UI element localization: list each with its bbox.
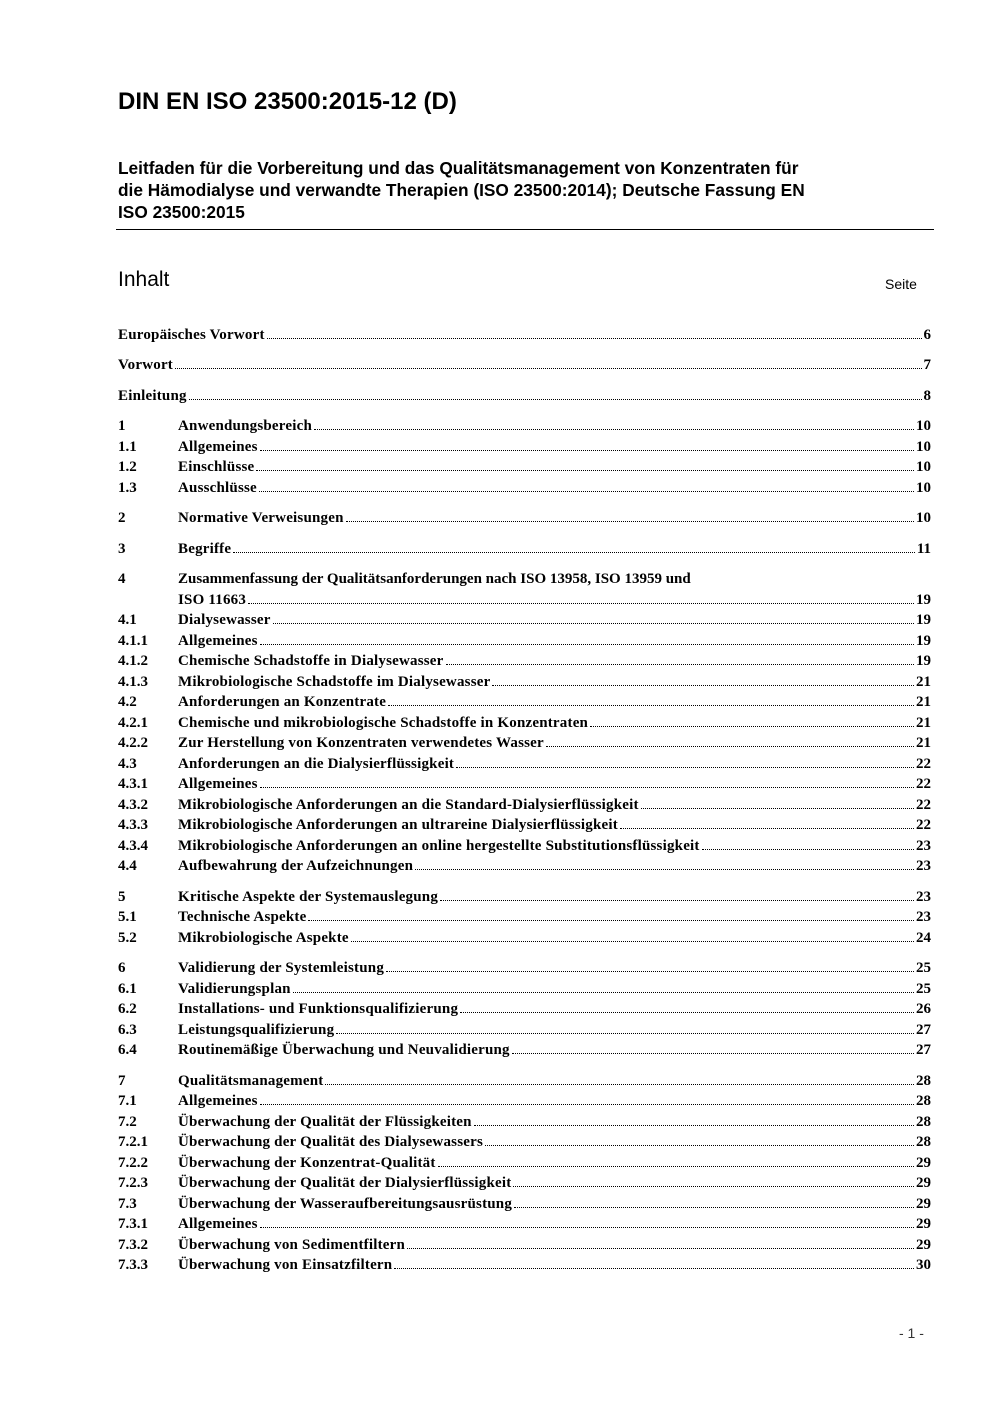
toc-entry-title: Zur Herstellung von Konzentraten verwendetes Wasser xyxy=(178,735,544,751)
dot-leader xyxy=(641,808,914,809)
toc-entry-page: 10 xyxy=(916,480,931,496)
toc-entry-page: 26 xyxy=(916,1001,931,1017)
toc-entry[interactable] xyxy=(118,856,931,876)
toc-entry-number: 6.3 xyxy=(118,1022,137,1038)
dot-leader xyxy=(175,368,922,369)
toc-entry-page: 10 xyxy=(916,510,931,526)
toc-entry-page: 28 xyxy=(916,1093,931,1109)
toc-entry-page: 23 xyxy=(916,909,931,925)
toc-entry-number: 1.3 xyxy=(118,480,137,496)
toc-entry[interactable] xyxy=(118,508,931,528)
toc-entry[interactable] xyxy=(118,457,931,477)
toc-entry-number: 5.1 xyxy=(118,909,137,925)
toc-entry[interactable] xyxy=(118,907,931,927)
toc-entry-page: 22 xyxy=(916,776,931,792)
toc-entry-title: Chemische und mikrobiologische Schadstoffe in Konzentraten xyxy=(178,715,589,731)
toc-entry-title: Validierungsplan xyxy=(178,981,291,997)
toc-entry[interactable] xyxy=(118,774,931,794)
dot-leader xyxy=(189,399,922,400)
dot-leader xyxy=(256,470,914,471)
toc-entry-page: 10 xyxy=(916,439,931,455)
toc-entry-number: 6 xyxy=(118,960,126,976)
toc-entry-number: 4.3 xyxy=(118,756,137,772)
toc-entry-number: 7.1 xyxy=(118,1093,137,1109)
toc-entry[interactable] xyxy=(118,386,931,406)
dot-leader xyxy=(388,705,914,706)
toc-entry-title: Allgemeines xyxy=(178,1093,258,1109)
toc-entry-title: Allgemeines xyxy=(178,439,258,455)
dot-leader xyxy=(308,920,914,921)
toc-entry-number: 4.2 xyxy=(118,694,137,710)
dot-leader xyxy=(267,338,922,339)
toc-entry[interactable] xyxy=(118,887,931,907)
dot-leader xyxy=(260,787,914,788)
toc-entry-page: 21 xyxy=(916,694,931,710)
document-subtitle xyxy=(118,157,938,223)
toc-entry[interactable] xyxy=(118,979,931,999)
toc-entry[interactable] xyxy=(118,631,931,651)
toc-entry-number: 7.2 xyxy=(118,1114,137,1130)
toc-entry[interactable] xyxy=(118,713,931,733)
toc-entry-page: 30 xyxy=(916,1257,931,1273)
toc-entry[interactable] xyxy=(118,569,931,610)
toc-entry-title: Mikrobiologische Anforderungen an ultrareine Dialysierflüssigkeit xyxy=(178,817,618,833)
subtitle-line: ISO 23500:2015 xyxy=(118,202,245,222)
toc-entry-page: 27 xyxy=(916,1022,931,1038)
toc-entry[interactable] xyxy=(118,1153,931,1173)
dot-leader xyxy=(293,992,914,993)
dot-leader xyxy=(512,1053,914,1054)
toc-entry-title: Mikrobiologische Anforderungen an die Standard-Dialysierflüssigkeit xyxy=(178,797,639,813)
toc-entry-number: 1.2 xyxy=(118,459,137,475)
toc-entry-number: 1 xyxy=(118,418,126,434)
toc-entry[interactable] xyxy=(118,928,931,948)
toc-entry-title: Überwachung von Sedimentfiltern xyxy=(178,1237,406,1253)
toc-entry-title: Normative Verweisungen xyxy=(178,510,344,526)
toc-entry-number: 3 xyxy=(118,541,126,557)
toc-entry-title: Kritische Aspekte der Systemauslegung xyxy=(178,889,439,905)
dot-leader xyxy=(248,603,914,604)
toc-entry-number: 5 xyxy=(118,889,126,905)
toc-entry-title: Chemische Schadstoffe in Dialysewasser xyxy=(178,653,444,669)
toc-entry-number: 7.2.3 xyxy=(118,1175,148,1191)
toc-entry[interactable] xyxy=(118,815,931,835)
dot-leader xyxy=(325,1084,914,1085)
toc-entry-title: Validierung der Systemleistung xyxy=(178,960,385,976)
toc-entry-number: 4 xyxy=(118,571,126,587)
dot-leader xyxy=(438,1166,914,1167)
toc-entry[interactable] xyxy=(118,999,931,1019)
dot-leader xyxy=(260,450,914,451)
toc-entry-title: Mikrobiologische Anforderungen an online hergestellte Substitutionsflüssigkeit xyxy=(178,838,700,854)
toc-entry-number: 7 xyxy=(118,1073,126,1089)
toc-entry-title: Überwachung der Qualität der Dialysierflüssigkeit xyxy=(178,1175,512,1191)
toc-entry[interactable] xyxy=(118,672,931,692)
toc-entry-title: Mikrobiologische Schadstoffe im Dialysewasser xyxy=(178,674,491,690)
toc-entry-number: 4.2.2 xyxy=(118,735,148,751)
toc-entry-page: 22 xyxy=(916,756,931,772)
toc-entry-page: 23 xyxy=(916,858,931,874)
toc-entry-title-line: Zusammenfassung der Qualitätsanforderungen nach ISO 13958, ISO 13959 und xyxy=(178,571,691,587)
toc-entry[interactable] xyxy=(118,733,931,753)
toc-entry-number: 7.2.2 xyxy=(118,1155,148,1171)
toc-entry-title: Überwachung von Einsatzfiltern xyxy=(178,1257,393,1273)
toc-entry-number: 2 xyxy=(118,510,126,526)
toc-entry[interactable] xyxy=(118,1235,931,1255)
toc-entry-title: Einleitung xyxy=(118,388,187,404)
page-number-footer: - 1 - xyxy=(899,1325,924,1341)
dot-leader xyxy=(260,1104,914,1105)
dot-leader xyxy=(440,900,914,901)
toc-entry-title: Mikrobiologische Aspekte xyxy=(178,930,349,946)
toc-entry-page: 25 xyxy=(916,960,931,976)
toc-entry[interactable] xyxy=(118,1255,931,1275)
toc-entry[interactable] xyxy=(118,1020,931,1040)
toc-entry-title: Qualitätsmanagement xyxy=(178,1073,324,1089)
toc-entry[interactable] xyxy=(118,692,931,712)
toc-entry-title: Allgemeines xyxy=(178,776,258,792)
dot-leader xyxy=(620,828,914,829)
toc-entry-number: 6.4 xyxy=(118,1042,137,1058)
toc-entry-page: 21 xyxy=(916,735,931,751)
title-divider xyxy=(116,229,934,230)
dot-leader xyxy=(513,1186,914,1187)
toc-entry-title: Leistungsqualifizierung xyxy=(178,1022,335,1038)
toc-heading: Inhalt xyxy=(118,268,170,291)
toc-entry[interactable] xyxy=(118,1091,931,1111)
toc-entry-number: 4.1.1 xyxy=(118,633,148,649)
toc-entry[interactable] xyxy=(118,539,931,559)
toc-entry-number: 7.3.1 xyxy=(118,1216,148,1232)
dot-leader xyxy=(233,552,915,553)
toc-entry-page: 28 xyxy=(916,1134,931,1150)
toc-entry-page: 23 xyxy=(916,889,931,905)
dot-leader xyxy=(514,1207,914,1208)
toc-entry-number: 4.2.1 xyxy=(118,715,148,731)
toc-entry-number: 7.3 xyxy=(118,1196,137,1212)
toc-entry-number: 1.1 xyxy=(118,439,137,455)
toc-entry[interactable] xyxy=(118,795,931,815)
toc-entry-title: Europäisches Vorwort xyxy=(118,327,265,343)
toc-entry-title: Begriffe xyxy=(178,541,232,557)
toc-entry-page: 19 xyxy=(916,653,931,669)
toc-entry[interactable] xyxy=(118,416,931,436)
dot-leader xyxy=(394,1268,914,1269)
toc-entry[interactable] xyxy=(118,958,931,978)
toc-entry-number: 4.3.1 xyxy=(118,776,148,792)
toc-entry-page: 29 xyxy=(916,1175,931,1191)
toc-entry-number: 4.3.2 xyxy=(118,797,148,813)
toc-entry-number: 5.2 xyxy=(118,930,137,946)
toc-entry-page: 29 xyxy=(916,1237,931,1253)
dot-leader xyxy=(446,664,914,665)
toc-entry-page: 19 xyxy=(916,592,931,608)
dot-leader xyxy=(351,941,914,942)
toc-entry-page: 27 xyxy=(916,1042,931,1058)
toc-entry-number: 4.3.3 xyxy=(118,817,148,833)
toc-entry[interactable] xyxy=(118,836,931,856)
toc-entry-title: Überwachung der Qualität der Flüssigkeiten xyxy=(178,1114,472,1130)
toc-entry-page: 29 xyxy=(916,1155,931,1171)
dot-leader xyxy=(415,869,914,870)
toc-entry[interactable] xyxy=(118,1214,931,1234)
toc-entry-number: 4.1 xyxy=(118,612,137,628)
toc-entry-page: 7 xyxy=(923,357,931,373)
dot-leader xyxy=(702,849,914,850)
dot-leader xyxy=(485,1145,914,1146)
toc-entry-title: Überwachung der Konzentrat-Qualität xyxy=(178,1155,436,1171)
toc-entry[interactable] xyxy=(118,651,931,671)
toc-entry[interactable] xyxy=(118,1071,931,1091)
subtitle-line: die Hämodialyse und verwandte Therapien (ISO 23500:2014); Deutsche Fassung EN xyxy=(118,180,805,200)
toc-page-column-label: Seite xyxy=(885,276,917,292)
dot-leader xyxy=(456,767,914,768)
toc-entry-title: Anforderungen an Konzentrate xyxy=(178,694,387,710)
toc-entry[interactable] xyxy=(118,1040,931,1060)
toc-entry-title: Überwachung der Qualität des Dialysewassers xyxy=(178,1134,483,1150)
toc-entry-page: 29 xyxy=(916,1216,931,1232)
toc-entry-page: 24 xyxy=(916,930,931,946)
toc-entry-number: 7.3.2 xyxy=(118,1237,148,1253)
toc-entry-title: Dialysewasser xyxy=(178,612,271,628)
dot-leader xyxy=(314,429,914,430)
dot-leader xyxy=(407,1248,914,1249)
toc-entry-page: 29 xyxy=(916,1196,931,1212)
toc-entry-page: 19 xyxy=(916,633,931,649)
toc-entry[interactable] xyxy=(118,478,931,498)
dot-leader xyxy=(260,1227,914,1228)
toc-entry[interactable] xyxy=(118,355,931,375)
toc-entry[interactable] xyxy=(118,610,931,630)
toc-entry-page: 22 xyxy=(916,797,931,813)
toc-entry-title: Einschlüsse xyxy=(178,459,255,475)
toc-entry-title: Überwachung der Wasseraufbereitungsausrüstung xyxy=(178,1196,513,1212)
toc-entry-title: Allgemeines xyxy=(178,633,258,649)
toc-entry-page: 21 xyxy=(916,715,931,731)
toc-entry-number: 7.2.1 xyxy=(118,1134,148,1150)
dot-leader xyxy=(460,1012,914,1013)
toc-entry-number: 7.3.3 xyxy=(118,1257,148,1273)
toc-entry[interactable] xyxy=(118,437,931,457)
toc-entry-page: 25 xyxy=(916,981,931,997)
toc-entry-page: 22 xyxy=(916,817,931,833)
dot-leader xyxy=(259,491,914,492)
dot-leader xyxy=(546,746,914,747)
toc-entry-title: ISO 11663 xyxy=(178,592,247,608)
toc-entry-title: Routinemäßige Überwachung und Neuvalidierung xyxy=(178,1042,510,1058)
toc-entry[interactable] xyxy=(118,325,931,345)
toc-entry[interactable] xyxy=(118,1194,931,1214)
dot-leader xyxy=(336,1033,914,1034)
toc-entry[interactable] xyxy=(118,754,931,774)
toc-entry[interactable] xyxy=(118,1132,931,1152)
toc-entry-page: 10 xyxy=(916,459,931,475)
toc-entry-page: 21 xyxy=(916,674,931,690)
toc-entry-number: 6.2 xyxy=(118,1001,137,1017)
dot-leader xyxy=(492,685,914,686)
toc-entry-title: Installations- und Funktionsqualifizierung xyxy=(178,1001,459,1017)
toc-entry[interactable] xyxy=(118,1173,931,1193)
dot-leader xyxy=(346,521,914,522)
toc-entry[interactable] xyxy=(118,1112,931,1132)
toc-entry-page: 10 xyxy=(916,418,931,434)
toc-entry-page: 23 xyxy=(916,838,931,854)
toc-entry-number: 4.1.2 xyxy=(118,653,148,669)
toc-entry-page: 28 xyxy=(916,1073,931,1089)
toc-entry-page: 28 xyxy=(916,1114,931,1130)
toc-entry-title: Ausschlüsse xyxy=(178,480,257,496)
dot-leader xyxy=(386,971,914,972)
dot-leader xyxy=(273,623,914,624)
dot-leader xyxy=(260,644,914,645)
toc-entry-number: 6.1 xyxy=(118,981,137,997)
toc-entry-title: Aufbewahrung der Aufzeichnungen xyxy=(178,858,414,874)
toc-entry-title: Allgemeines xyxy=(178,1216,258,1232)
toc-entry-page: 6 xyxy=(923,327,931,343)
toc-entry-page: 11 xyxy=(916,541,931,557)
toc-entry-title: Anforderungen an die Dialysierflüssigkeit xyxy=(178,756,455,772)
subtitle-line: Leitfaden für die Vorbereitung und das Qualitätsmanagement von Konzentraten für xyxy=(118,158,799,178)
toc-entry-page: 8 xyxy=(923,388,931,404)
toc-entry-title: Technische Aspekte xyxy=(178,909,307,925)
toc-entry-number: 4.4 xyxy=(118,858,137,874)
toc-entry-page: 19 xyxy=(916,612,931,628)
toc-entry-title: Vorwort xyxy=(118,357,173,373)
toc-entry-number: 4.3.4 xyxy=(118,838,148,854)
dot-leader xyxy=(474,1125,914,1126)
toc-entry-title: Anwendungsbereich xyxy=(178,418,312,434)
dot-leader xyxy=(590,726,914,727)
toc-entry-number: 4.1.3 xyxy=(118,674,148,690)
document-title: DIN EN ISO 23500:2015-12 (D) xyxy=(118,88,457,115)
